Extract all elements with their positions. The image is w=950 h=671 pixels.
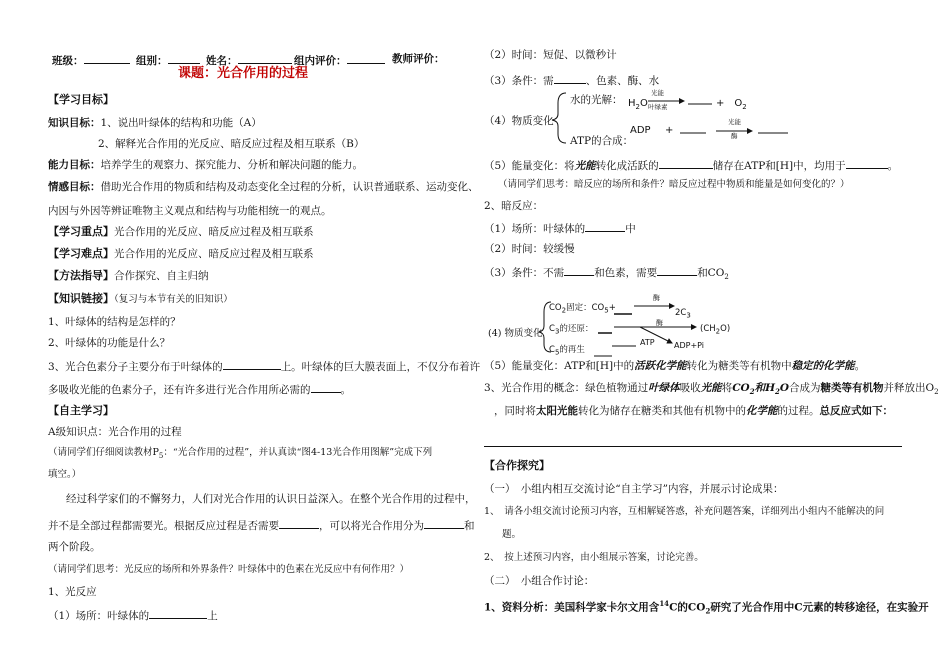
- knowledge-link: 【知识链接】（复习与本节有关的旧知识）: [48, 292, 233, 305]
- dark-matter-label: (4) 物质变化: [488, 328, 543, 339]
- emotion-goal-2: 内因与外因等辨证唯物主义观点和结构与功能相统一的观点。: [48, 205, 332, 217]
- ability-goal: 能力目标：培养学生的观察力、探究能力、分析和解决问题的能力。: [48, 159, 363, 171]
- dark-reaction-heading: 2、暗反应：: [484, 200, 544, 212]
- concept-line-2: ，同时将太阳光能转化为储存在糖类和其他有机物中的化学能的过程。总反应式如下：: [494, 405, 893, 417]
- group-label: 组别：: [136, 52, 200, 68]
- think-note: （请同学们思考：光反应的场所和外界条件？叶绿体中的色素在光反应中有何作用？）: [48, 564, 410, 575]
- dark-site: （1）场所：叶绿体的 中: [484, 220, 636, 236]
- ch2o-product: $(CH_2O)$: [700, 324, 731, 336]
- coop-item-1: 1、 请各小组交流讨论预习内容，互相解疑答惑，补充问题答案，详细列出小组内不能解决的问: [484, 506, 885, 517]
- light-matter-label: （4）物质变化: [484, 115, 554, 127]
- light-site: （1）场所：叶绿体的 上: [48, 607, 218, 623]
- coop-part-1: （一） 小组内相互交流讨论“自主学习”内容，并展示讨论成果：: [484, 483, 784, 495]
- knowledge-goal-2: 2、解释光合作用的光反应、暗反应过程及相互联系（B）: [98, 138, 365, 150]
- enzyme-label: 酶: [656, 319, 663, 327]
- c3-reduction-label: $C_3$的还原：: [549, 324, 594, 336]
- atp-input: ATP: [640, 338, 655, 347]
- adp-formula: ADP: [630, 125, 651, 136]
- cooperation-heading: 【合作探究】: [484, 459, 550, 472]
- knowledge-goal: 知识目标：1、说出叶绿体的结构和功能（A）: [48, 117, 262, 129]
- link-question-3: 3、光合色素分子主要分布于叶绿体的 上。叶绿体的巨大膜表面上，不仅分布着许: [48, 358, 480, 374]
- link-question-3b: 多吸收光能的色素分子，还有许多进行光合作用所必需的 。: [48, 381, 351, 397]
- emotion-goal: 情感目标：借助光合作用的物质和结构及动态变化全过程的分析，认识普通联系、运动变化、: [48, 181, 479, 193]
- atp-curve: [640, 327, 672, 343]
- concept-line-1: 3、光合作用的概念：绿色植物通过叶绿体吸收光能将$CO_2$和$H_2O$合成为糖类等有机物并释放出$O_2$: [484, 382, 939, 397]
- paragraph-1: 经过科学家们的不懈努力，人们对光合作用的认识日益深入。在整个光合作用的过程中，: [66, 493, 476, 505]
- light-condition: （3）条件：需 、色素、酶、水: [484, 72, 659, 88]
- name-label: 姓名：: [206, 52, 292, 68]
- adp-pi-output: ADP+Pi: [674, 341, 705, 350]
- paragraph-3: 两个阶段。: [48, 541, 101, 553]
- goals-heading: 【学习目标】: [48, 93, 114, 106]
- group-eval-label: 组内评价：: [294, 52, 385, 68]
- plus-sign: +: [665, 125, 674, 136]
- difficulty-point: 【学习难点】光合作用的光反应、暗反应过程及相互联系: [48, 247, 314, 260]
- light-energy-label: 光能: [651, 89, 664, 97]
- c3-product: $2C_3$: [675, 308, 691, 320]
- read-note: （请同学们仔细阅读教材$P_5$：“光合作用的过程”，并认真读“图4-13光合作用图解”完成下列: [48, 447, 433, 460]
- light-reaction-heading: 1、光反应: [48, 586, 97, 598]
- chlorophyll-label: 叶绿素: [648, 103, 668, 111]
- light-brace: [552, 93, 566, 143]
- coop-part-2: （二） 小组合作讨论：: [484, 575, 595, 587]
- think-dark-note: （请同学们思考：暗反应的场所和条件？暗反应过程中物质和能量是如何变化的？）: [498, 179, 850, 190]
- dark-condition: （3）条件：不需 和色素，需要 和$CO_2$: [484, 264, 729, 284]
- key-point: 【学习重点】光合作用的光反应、暗反应过程及相互联系: [48, 225, 314, 238]
- coop-material-1: 1、资料分析：美国科学家卡尔文用含$^{14}$C的$CO_2$研究了光合作用中C元素的转移途径，在实验开: [484, 599, 929, 616]
- light-energy-label: 光能: [728, 118, 741, 126]
- method-guide: 【方法指导】合作探究、自主归纳: [48, 269, 209, 282]
- co2-fixation-label: $CO_2$固定：$CO_5+$: [549, 303, 616, 315]
- coop-item-2: 2、 按上述预习内容，由小组展示答案，讨论完善。: [484, 552, 704, 563]
- enzyme-label: 酶: [731, 132, 738, 140]
- c5-regeneration-label: $C_5$的再生: [549, 345, 585, 357]
- class-label: 班级：: [52, 52, 130, 68]
- light-energy-change: （5）能量变化：将光能转化成活跃的 储存在ATP和[H]中，均用于 。: [484, 157, 898, 173]
- dark-time: （2）时间：较缓慢: [484, 243, 575, 255]
- dark-energy-change: （5）能量变化：ATP和[H]中的活跃化学能转化为糖类等有机物中稳定的化学能。: [484, 360, 866, 372]
- link-question-2: 2、叶绿体的功能是什么？: [48, 337, 171, 349]
- page-title: 课题：光合作用的过程: [178, 66, 309, 81]
- point-a: A级知识点：光合作用的过程: [48, 426, 182, 438]
- light-time: （2）时间：短促、以微秒计: [484, 49, 617, 61]
- atp-synthesis-label: ATP的合成：: [570, 135, 634, 147]
- dark-brace: [539, 302, 551, 352]
- o2-product: + $O_2$: [716, 98, 747, 111]
- link-question-1: 1、叶绿体的结构是怎样的？: [48, 316, 181, 328]
- water-photolysis-label: 水的光解：: [570, 94, 623, 106]
- paragraph-2: 并不是全部过程都需要光。根据反应过程是否需要 ，可以将光合作用分为 和: [48, 517, 475, 533]
- h2o-formula: $H_2O$: [628, 98, 648, 111]
- self-study-heading: 【自主学习】: [48, 404, 114, 417]
- read-note-2: 填空。）: [48, 469, 82, 480]
- coop-item-1b: 题。: [502, 529, 522, 540]
- enzyme-label: 酶: [653, 294, 660, 302]
- teacher-eval-label: 教师评价：: [392, 53, 445, 65]
